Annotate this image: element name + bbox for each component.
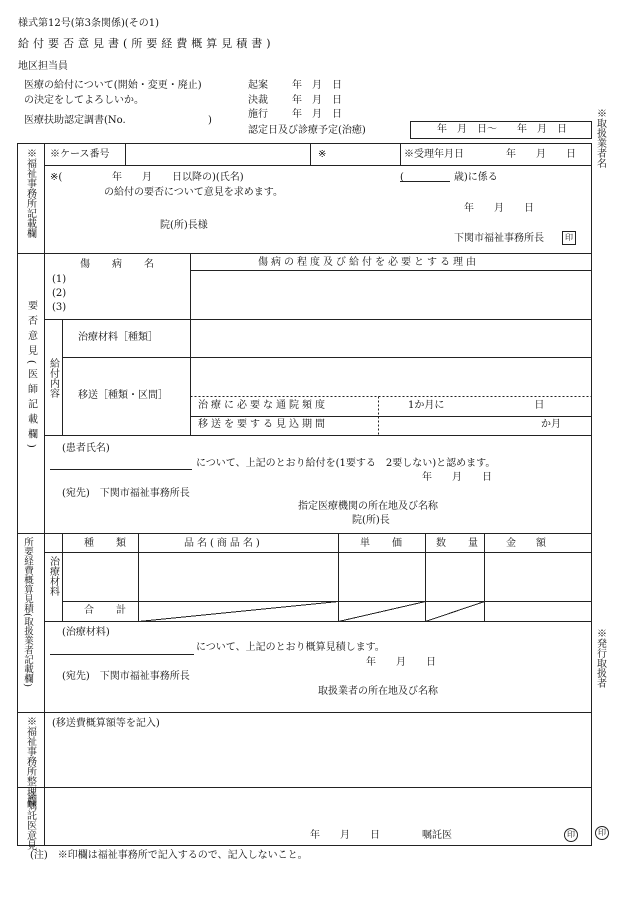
transport-field[interactable] xyxy=(192,359,590,395)
estimate-material-label: 治療材料 xyxy=(47,556,59,596)
disease-field[interactable] xyxy=(64,271,189,318)
frequency-value: 1か月に 日 xyxy=(408,400,545,411)
cert-date-label: 認定日及び診療予定(治癒) xyxy=(248,125,366,136)
adjust-row-label: ※福祉事務所整理欄 xyxy=(24,716,36,806)
mark-label: ※ xyxy=(318,149,327,160)
cert-close: ) xyxy=(208,115,212,126)
patient-name-field[interactable] xyxy=(50,456,192,469)
cert-date-range: 年 月 日〜 年 月 日 xyxy=(437,124,567,135)
commission-field[interactable] xyxy=(46,789,590,829)
estimate-row-label: 所要経費概算見積(取扱業者記載欄) xyxy=(21,537,33,687)
form-title: 給付要否意見書(所要経費概算見積書) xyxy=(18,37,275,50)
reason-field[interactable] xyxy=(192,271,590,318)
welfare-row-label: ※福祉事務所記載欄 xyxy=(24,148,36,238)
draft-label: 起案 xyxy=(248,80,268,91)
disease-item-1: (1) xyxy=(52,274,67,285)
frequency-label: 治療に必要な通院頻度 xyxy=(198,400,328,411)
director-label: 院(所)長 xyxy=(352,515,390,526)
opinion-date: 年 月 日 xyxy=(422,472,492,483)
received-date: 年 月 日 xyxy=(506,149,576,160)
request-date: 年 月 日 xyxy=(464,203,534,214)
draft-date: 年 月 日 xyxy=(292,80,342,91)
opinion-row-label: 要否意見(医師記載欄) xyxy=(25,300,37,453)
disease-header: 傷 病 名 xyxy=(80,259,160,270)
request-line2: の給付の要否について意見を求めます。 xyxy=(104,187,283,198)
received-label: ※受理年月日 xyxy=(404,149,464,160)
vendor-name-label: ※取扱業者名 xyxy=(594,108,606,168)
hospital-addressee: 院(所)長様 xyxy=(160,220,208,231)
estimate-addressee: (宛先) 下関市福祉事務所長 xyxy=(62,671,190,682)
benefit-label: 給付内容 xyxy=(47,358,59,398)
issuer-label: ※発行取扱者 xyxy=(594,628,606,688)
execute-date: 年 月 日 xyxy=(292,109,342,120)
footer-note: (注) ※印欄は福祉事務所で記入するので、記入しないこと。 xyxy=(30,850,308,861)
total-amount-field[interactable] xyxy=(486,603,590,620)
execute-label: 施行 xyxy=(248,109,268,120)
commission-doctor: 嘱託医 xyxy=(422,830,452,841)
case-number-field[interactable] xyxy=(126,144,309,165)
material-field[interactable] xyxy=(192,321,590,356)
transport-label: 移送［種類・区間］ xyxy=(78,390,168,401)
staff-label: 地区担当員 xyxy=(18,61,68,72)
institution-label: 指定医療機関の所在地及び名称 xyxy=(298,501,438,512)
col-item-header: 品名(商品名) xyxy=(184,538,263,549)
request-line1-a: ※( xyxy=(50,172,63,183)
col-qty-header: 数 量 xyxy=(436,538,484,549)
reason-header: 傷病の程度及び給付を必要とする理由 xyxy=(258,257,479,268)
approve-label: 決裁 xyxy=(248,95,268,106)
form-number: 様式第12号(第3条関係)(その1) xyxy=(18,18,160,29)
estimate-note-label: (治療材料) xyxy=(62,627,110,638)
opinion-statement: について、上記のとおり給付を(1要する 2要しない)と認めます。 xyxy=(196,458,496,469)
decision-line-1: 医療の給付について(開始・変更・廃止) xyxy=(24,80,202,91)
opinion-addressee: (宛先) 下関市福祉事務所長 xyxy=(62,488,190,499)
period-label: 移送を要する見込期間 xyxy=(198,419,328,430)
commission-row-label: ※嘱託医意見 xyxy=(24,790,36,850)
material-label: 治療材料［種類］ xyxy=(78,332,158,343)
estimate-date: 年 月 日 xyxy=(366,657,436,668)
col-type-header: 種 類 xyxy=(84,538,132,549)
adjust-field[interactable] xyxy=(46,732,590,786)
commission-date: 年 月 日 xyxy=(310,830,380,841)
col-amount-header: 金 額 xyxy=(506,538,546,549)
welfare-seal: 印 xyxy=(562,231,576,245)
vendor-label: 取扱業者の所在地及び名称 xyxy=(318,686,438,697)
adjust-text: (移送費概算額等を記入) xyxy=(52,718,160,729)
request-line1-b: 年 月 日以降の)(氏名) xyxy=(112,172,244,183)
estimate-items-field[interactable] xyxy=(64,554,590,600)
col-price-header: 単 価 xyxy=(360,538,408,549)
total-label: 合 計 xyxy=(84,605,132,616)
patient-name-label: (患者氏名) xyxy=(62,443,110,454)
disease-item-2: (2) xyxy=(52,288,67,299)
request-line1-c: ( 歳)に係る xyxy=(400,172,498,183)
period-value: か月 xyxy=(541,419,561,430)
cert-label: 医療扶助認定調書(No. xyxy=(24,115,126,126)
estimate-statement: について、上記のとおり概算見積します。 xyxy=(196,642,385,653)
issuer-seal-mark: 印 xyxy=(595,826,609,840)
case-number-label: ※ケース番号 xyxy=(50,149,110,160)
welfare-issuer: 下関市福祉事務所長 xyxy=(454,233,544,244)
approve-date: 年 月 日 xyxy=(292,95,342,106)
commission-seal: 印 xyxy=(564,828,578,842)
estimate-patient-field[interactable] xyxy=(50,640,194,654)
disease-item-3: (3) xyxy=(52,302,67,313)
decision-line-2: の決定をしてよろしいか。 xyxy=(24,95,144,106)
